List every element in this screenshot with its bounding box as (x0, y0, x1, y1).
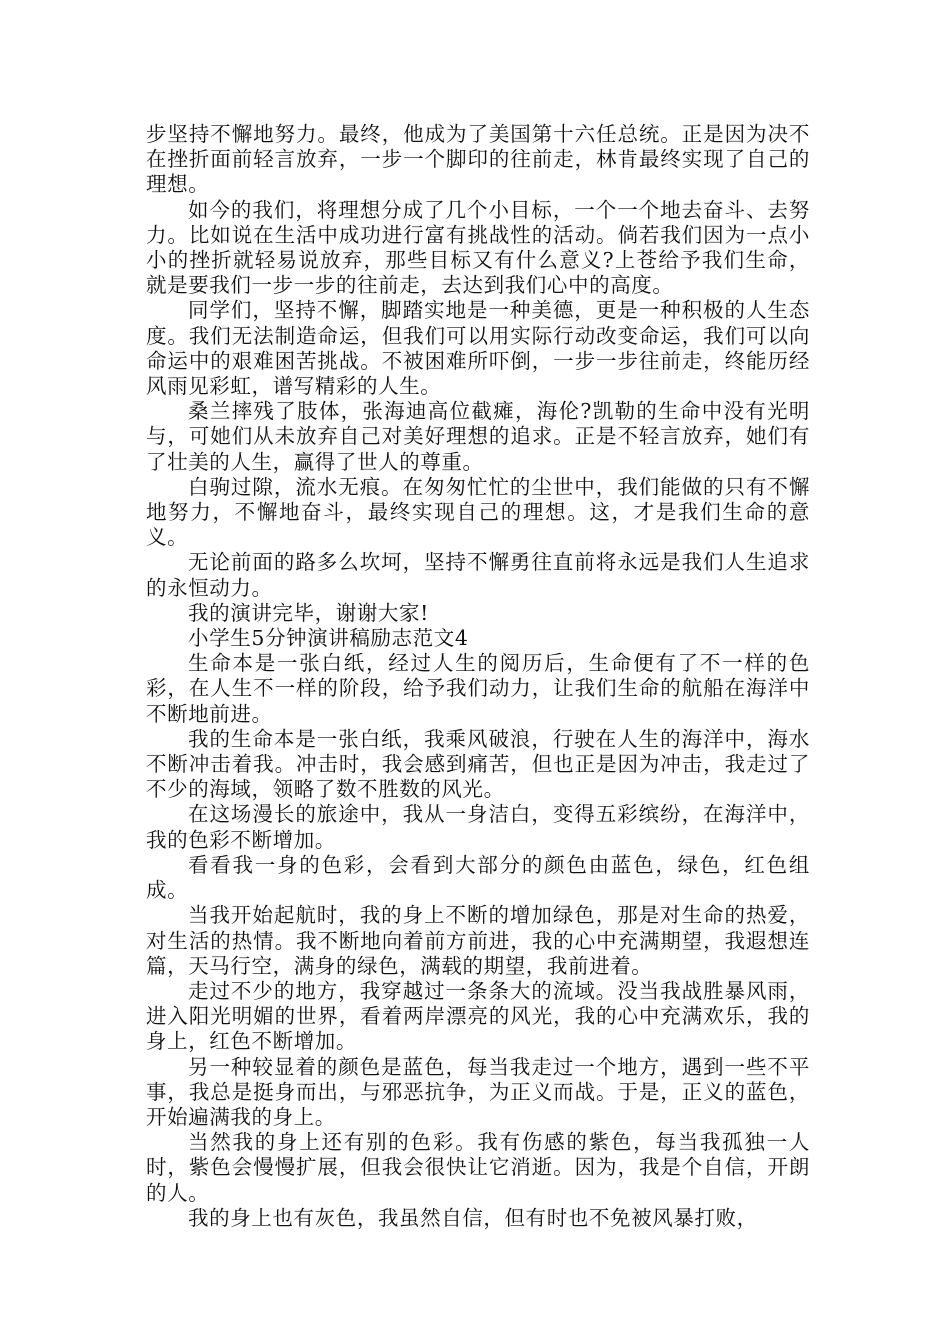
paragraph-11: 在这场漫长的旅途中，我从一身洁白，变得五彩缤纷，在海洋中，我的色彩不断增加。 (146, 802, 810, 852)
paragraph-10: 我的生命本是一张白纸，我乘风破浪，行驶在人生的海洋中，海水不断冲击着我。冲击时，我会感到痛苦，但也正是因为冲击，我走过了不少的海域，领略了数不胜数的风光。 (146, 726, 810, 802)
paragraph-17: 我的身上也有灰色，我虽然自信，但有时也不免被风暴打败， (188, 1205, 758, 1230)
paragraph-3: 同学们，坚持不懈，脚踏实地是一种美德，更是一种积极的人生态度。我们无法制造命运，但我们可以用实际行动改变命运，我们可以向命运中的艰难困苦挑战。不被困难所吓倒，一步一步往前走，终能历经风雨见彩虹，谱写精彩的人生。 (146, 298, 810, 399)
paragraph-1: 步坚持不懈地努力。最终，他成为了美国第十六任总统。正是因为决不在挫折面前轻言放弃，一步一个脚印的往前走，林肯最终实现了自己的理想。 (146, 122, 810, 197)
paragraph-15: 另一种较显着的颜色是蓝色，每当我走过一个地方，遇到一些不平事，我总是挺身而出，与邪恶抗争，为正义而战。于是，正义的蓝色，开始遍满我的身上。 (146, 1054, 810, 1129)
paragraph-4: 桑兰摔残了肢体，张海迪高位截瘫，海伦?凯勒的生命中没有光明与，可她们从未放弃自己对美好理想的追求。正是不轻言放弃，她们有了壮美的人生，赢得了世人的尊重。 (146, 399, 810, 474)
paragraph-14: 走过不少的地方，我穿越过一条条大的流域。没当我战胜暴风雨，进入阳光明媚的世界，看着两岸漂亮的风光，我的心中充满欢乐，我的身上，红色不断增加。 (146, 978, 810, 1054)
closing-line: 我的演讲完毕，谢谢大家! (188, 600, 429, 625)
paragraph-6: 无论前面的路多么坎坷，坚持不懈勇往直前将永远是我们人生追求的永恒动力。 (146, 550, 810, 600)
paragraph-9: 生命本是一张白纸，经过人生的阅历后，生命便有了不一样的色彩，在人生不一样的阶段，给予我们动力，让我们生命的航船在海洋中不断地前进。 (146, 651, 810, 726)
paragraph-13: 当我开始起航时，我的身上不断的增加绿色，那是对生命的热爱，对生活的热情。我不断地向着前方前进，我的心中充满期望，我遐想连篇，天马行空，满身的绿色，满载的期望，我前进着。 (146, 903, 810, 978)
paragraph-16: 当然我的身上还有别的色彩。我有伤感的紫色，每当我孤独一人时，紫色会慢慢扩展，但我会很快让它消逝。因为，我是个自信，开朗的人。 (146, 1130, 810, 1205)
paragraph-12: 看看我一身的色彩，会看到大部分的颜色由蓝色，绿色，红色组成。 (146, 852, 810, 903)
section-heading: 小学生5分钟演讲稿励志范文4 (188, 626, 469, 651)
paragraph-5: 白驹过隙，流水无痕。在匆匆忙忙的尘世中，我们能做的只有不懈地努力，不懈地奋斗，最终实现自己的理想。这，才是我们生命的意义。 (146, 474, 810, 550)
document-body (146, 122, 810, 1231)
paragraph-2: 如今的我们，将理想分成了几个小目标，一个一个地去奋斗、去努力。比如说在生活中成功进行富有挑战性的活动。倘若我们因为一点小小的挫折就轻易说放弃，那些目标又有什么意义?上苍给予我们生命，就是要我们一步一步的往前走，去达到我们心中的高度。 (146, 197, 810, 298)
